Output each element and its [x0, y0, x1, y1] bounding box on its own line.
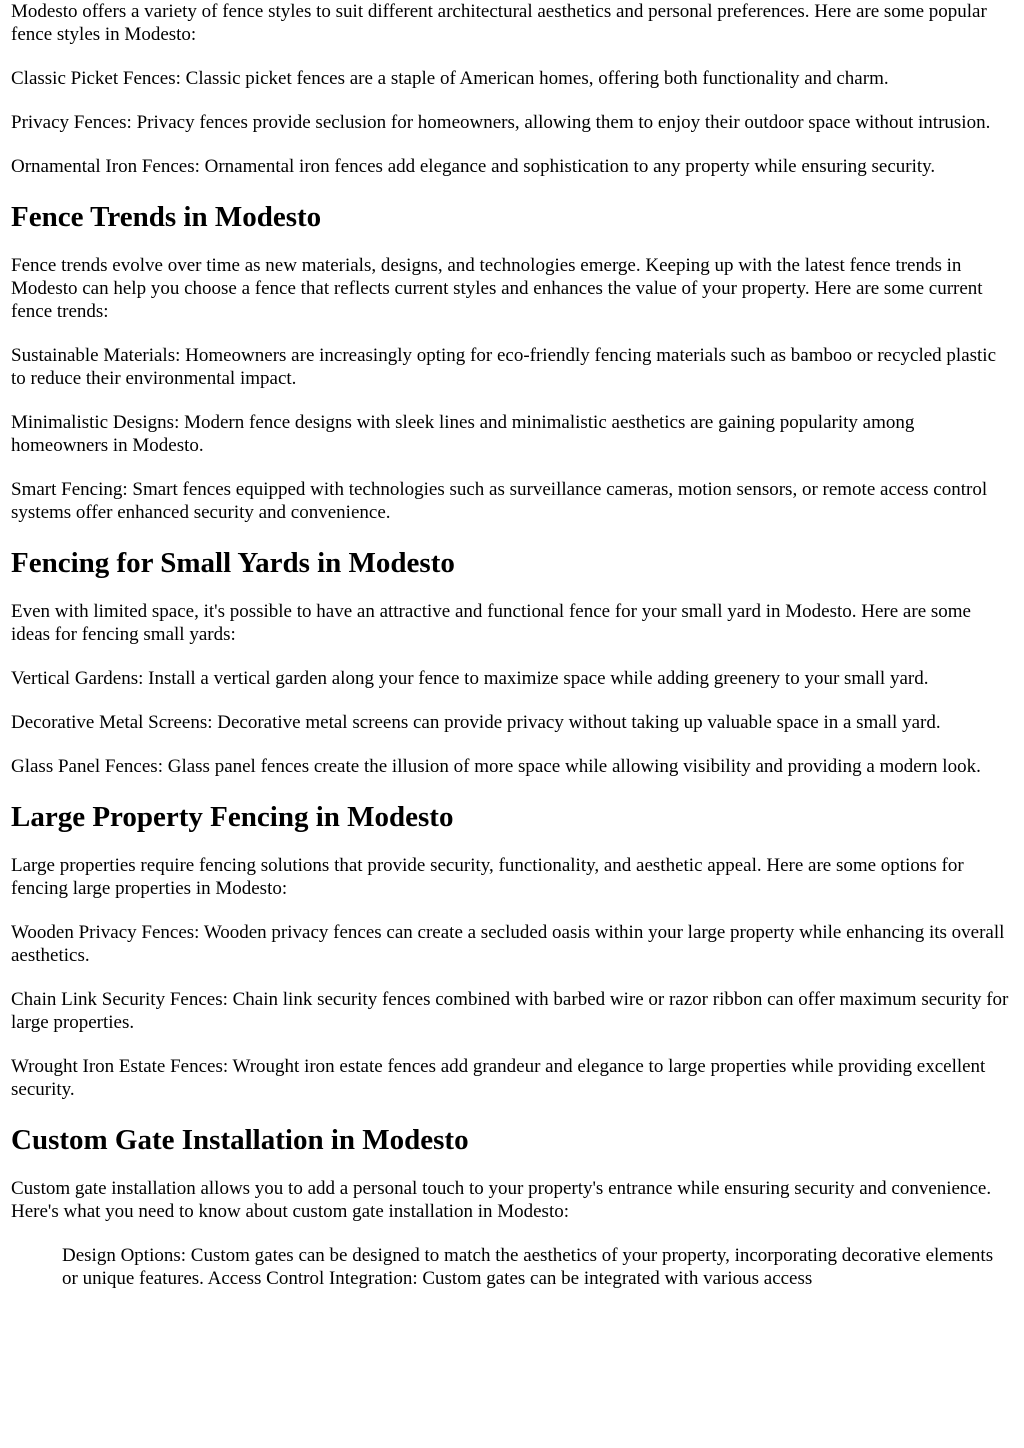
style-item-ornamental-iron: Ornamental Iron Fences: Ornamental iron fences add elegance and sophistication to any property while ensuring security.: [11, 156, 936, 177]
custom-gate-intro-paragraph: Custom gate installation allows you to add a personal touch to your property's entrance while ensuring security and convenience. Here's what you need to know about custom gate installation in Modesto:: [11, 1178, 992, 1222]
trend-item-sustainable: Sustainable Materials: Homeowners are increasingly opting for eco-friendly fencing materials such as bamboo or recycled plastic to reduce their environmental impact.: [11, 345, 997, 389]
small-yards-intro-paragraph: Even with limited space, it's possible to have an attractive and functional fence for your small yard in Modesto. Here are some ideas for fencing small yards:: [11, 601, 971, 645]
style-item-privacy: Privacy Fences: Privacy fences provide seclusion for homeowners, allowing them to enjoy their outdoor space without intrusion.: [11, 112, 991, 133]
small-yard-item-vertical-gardens: Vertical Gardens: Install a vertical garden along your fence to maximize space while adding greenery to your small yard.: [11, 668, 929, 689]
large-property-item-wrought-iron: Wrought Iron Estate Fences: Wrought iron estate fences add grandeur and elegance to large properties while providing excellent security.: [11, 1056, 986, 1100]
heading-small-yards: Fencing for Small Yards in Modesto: [11, 547, 455, 579]
small-yard-item-glass-panel: Glass Panel Fences: Glass panel fences create the illusion of more space while allowing visibility and providing a modern look.: [11, 756, 981, 777]
large-property-item-wooden: Wooden Privacy Fences: Wooden privacy fences can create a secluded oasis within your large property while enhancing its overall aesthetics.: [11, 922, 1005, 966]
large-property-intro-paragraph: Large properties require fencing solutions that provide security, functionality, and aesthetic appeal. Here are some options for fencing large properties in Modesto:: [11, 855, 964, 899]
trends-intro-paragraph: Fence trends evolve over time as new materials, designs, and technologies emerge. Keeping up with the latest fence trends in Modesto can help you choose a fence that reflects current styles and enhances the value of your property. Here are some current fence trends:: [11, 255, 983, 322]
heading-custom-gate: Custom Gate Installation in Modesto: [11, 1124, 469, 1156]
trend-item-smart: Smart Fencing: Smart fences equipped with technologies such as surveillance cameras, motion sensors, or remote access control systems offer enhanced security and convenience.: [11, 479, 988, 523]
heading-fence-trends: Fence Trends in Modesto: [11, 201, 322, 233]
style-item-classic-picket: Classic Picket Fences: Classic picket fences are a staple of American homes, offering both functionality and charm.: [11, 68, 889, 89]
custom-gate-quote: Design Options: Custom gates can be designed to match the aesthetics of your property, incorporating decorative elements or unique features. Access Control Integration: Custom gates can be integrated with various access: [62, 1245, 994, 1289]
small-yard-item-metal-screens: Decorative Metal Screens: Decorative metal screens can provide privacy without taking up valuable space in a small yard.: [11, 712, 941, 733]
heading-large-property: Large Property Fencing in Modesto: [11, 801, 454, 833]
intro-paragraph: Modesto offers a variety of fence styles to suit different architectural aesthetics and personal preferences. Here are some popular fence styles in Modesto:: [11, 1, 987, 45]
trend-item-minimalistic: Minimalistic Designs: Modern fence designs with sleek lines and minimalistic aesthetics are gaining popularity among homeowners in Modesto.: [11, 412, 915, 456]
document-body: [11, 0, 1011, 1290]
large-property-item-chain-link: Chain Link Security Fences: Chain link security fences combined with barbed wire or razor ribbon can offer maximum security for large properties.: [11, 989, 1009, 1033]
